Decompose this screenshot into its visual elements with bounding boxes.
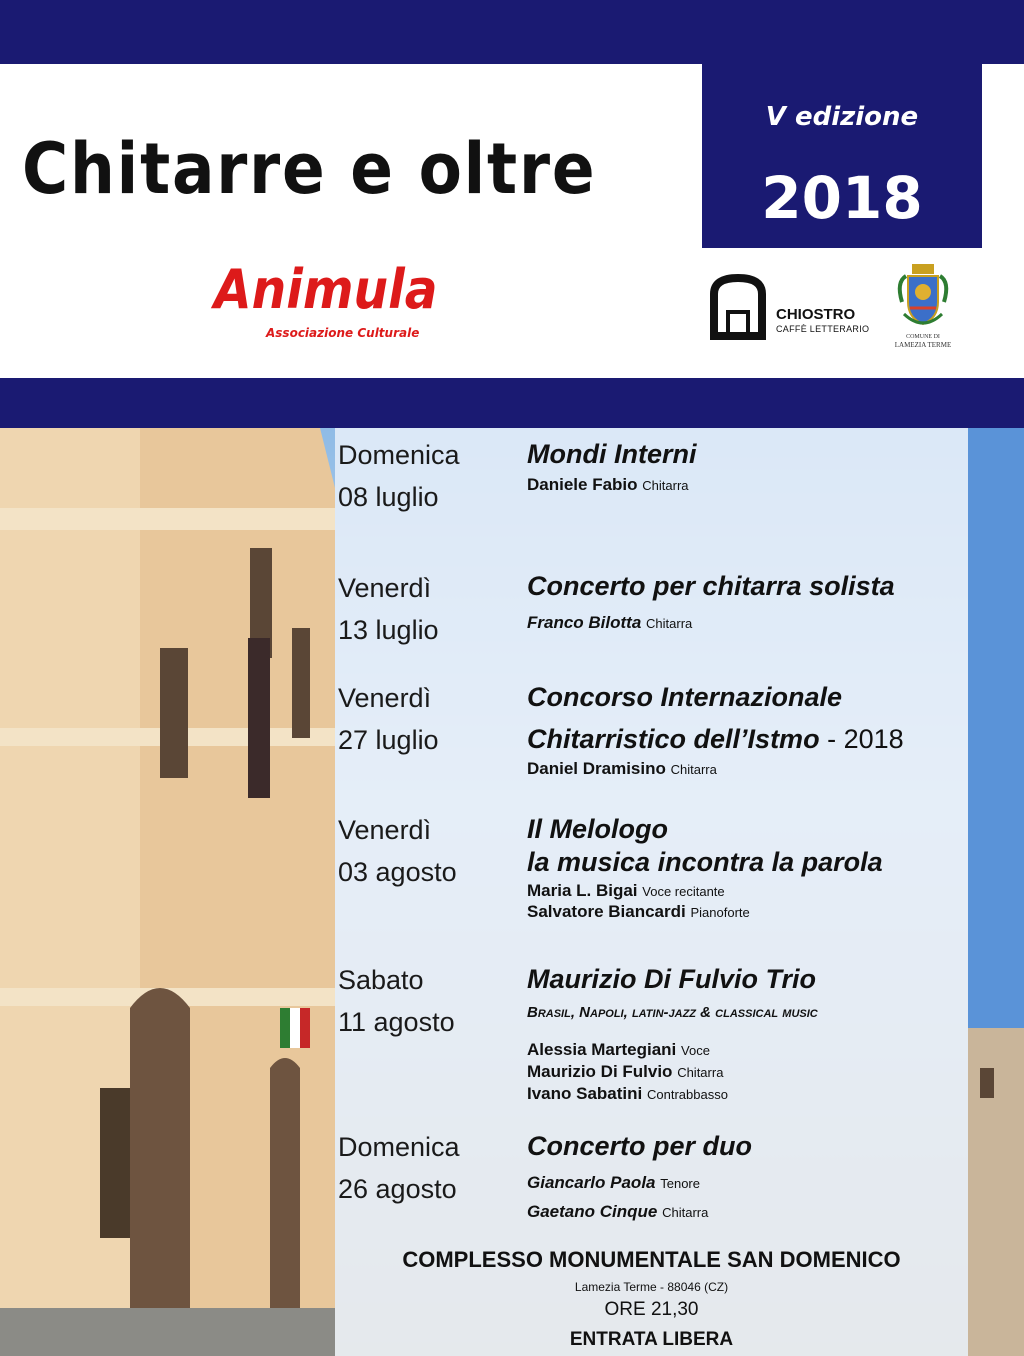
venue-address: Lamezia Terme - 88046 (CZ) — [574, 1280, 729, 1294]
event-5-performer-2: Maurizio Di Fulvio Chitarra — [527, 1062, 724, 1081]
entry-info: ENTRATA LIBERA — [569, 1329, 734, 1350]
venue-name: COMPLESSO MONUMENTALE SAN DOMENICO — [402, 1247, 901, 1272]
event-4-day: Venerdì — [338, 815, 432, 845]
event-6-day: Domenica — [338, 1132, 460, 1162]
organizer-logo-text: Animula — [214, 258, 438, 321]
event-5-subtitle: Brasil, Napoli, latin-jazz & classical music — [527, 1004, 818, 1021]
event-1-title: Mondi Interni — [527, 439, 697, 469]
comune-name: LAMEZIA TERME — [894, 341, 952, 349]
event-6-date: 26 agosto — [338, 1174, 457, 1204]
event-4-performer-2: Salvatore Biancardi Pianoforte — [527, 902, 750, 921]
event-6-performer-1: Giancarlo Paola Tenore — [527, 1173, 700, 1192]
chiostro-name: CHIOSTRO — [776, 306, 856, 323]
top-band — [0, 0, 1024, 64]
event-5-performer-3: Ivano Sabatini Contrabbasso — [527, 1084, 728, 1103]
event-3-day: Venerdì — [338, 683, 432, 713]
comune-crest-icon — [892, 262, 954, 334]
event-4-title-line2: la musica incontra la parola — [527, 847, 883, 877]
organizer-subtitle: Associazione Culturale — [266, 326, 420, 340]
event-3-title-line2: Chitarristico dell’Istmo - 2018 — [527, 724, 904, 754]
event-3-performer: Daniel Dramisino Chitarra — [527, 759, 717, 778]
edition-year: 2018 — [761, 164, 923, 232]
event-3-title: Concorso Internazionale — [527, 682, 843, 712]
edition-label: V edizione — [765, 102, 919, 132]
event-1-date: 08 luglio — [338, 482, 439, 512]
event-4-date: 03 agosto — [338, 857, 457, 887]
event-6-title: Concerto per duo — [527, 1131, 753, 1161]
event-5-date: 11 agosto — [338, 1007, 455, 1037]
event-5-performer-1: Alessia Martegiani Voce — [527, 1040, 710, 1059]
event-1-day: Domenica — [338, 440, 460, 470]
event-2-performer: Franco Bilotta Chitarra — [527, 613, 693, 632]
middle-band — [0, 378, 1024, 428]
event-2-date: 13 luglio — [338, 615, 439, 645]
event-2-day: Venerdì — [338, 573, 432, 603]
chiostro-logo-icon — [708, 274, 768, 342]
comune-label: COMUNE DI — [906, 334, 940, 340]
event-1-performer: Daniele Fabio Chitarra — [527, 475, 689, 494]
event-4-performer-1: Maria L. Bigai Voce recitante — [527, 881, 725, 900]
event-6-performer-2: Gaetano Cinque Chitarra — [527, 1202, 709, 1221]
poster-title: Chitarre e oltre — [22, 128, 597, 210]
event-5-day: Sabato — [338, 965, 424, 995]
chiostro-subtitle: CAFFÈ LETTERARIO — [776, 324, 870, 334]
edition-box — [702, 64, 982, 248]
event-3-date: 27 luglio — [338, 725, 439, 755]
event-2-title: Concerto per chitarra solista — [527, 571, 895, 601]
event-time: ORE 21,30 — [604, 1299, 699, 1320]
event-4-title: Il Melologo — [527, 814, 668, 844]
event-5-title: Maurizio Di Fulvio Trio — [527, 964, 817, 994]
